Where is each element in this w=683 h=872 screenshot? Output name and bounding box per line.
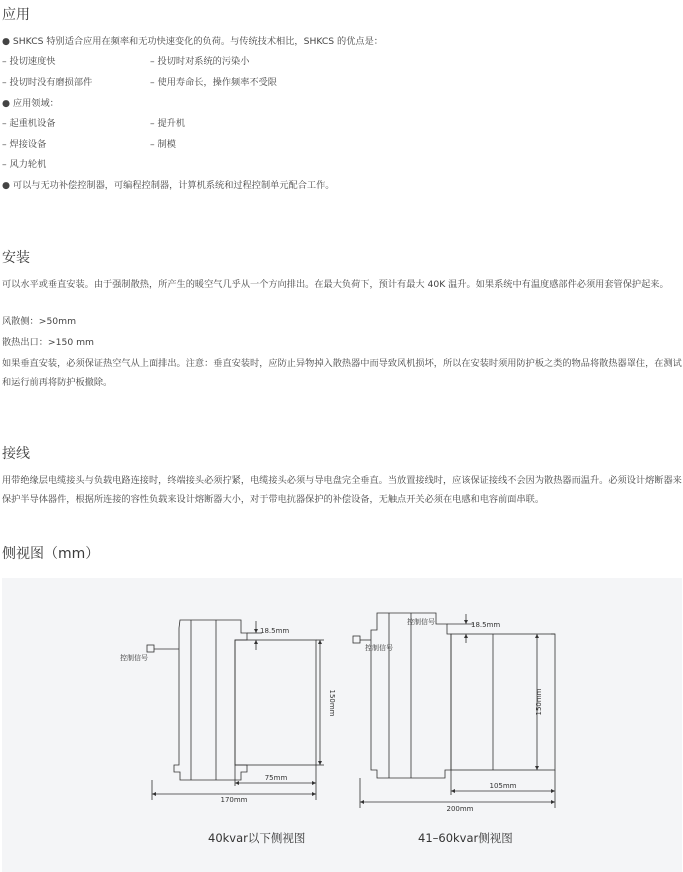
right-dim-bottom-total: 200mm — [446, 805, 474, 813]
right-control-label-left: 控制信号 — [365, 644, 393, 652]
field-item: – 焊接设备 — [2, 139, 47, 150]
right-dim-top: 18.5mm — [471, 621, 501, 629]
left-control-label: 控制信号 — [120, 654, 148, 662]
right-figure-caption: 41–60kvar侧视图 — [418, 831, 513, 845]
section-title-installation: 安装 — [2, 250, 30, 266]
advantage-item: – 使用寿命长，操作频率不受限 — [150, 77, 277, 88]
field-item: – 提升机 — [150, 118, 186, 129]
left-control-connector — [147, 645, 154, 652]
field-item: – 风力轮机 — [2, 159, 47, 170]
left-dim-bottom-total: 170mm — [220, 796, 248, 804]
advantage-item: – 投切时没有磨损部件 — [2, 77, 93, 88]
advantage-item: – 投切时对系统的污染小 — [150, 56, 250, 67]
advantage-item: – 投切速度快 — [2, 56, 56, 67]
section-title-wiring: 接线 — [2, 446, 30, 462]
right-control-connector — [353, 636, 360, 643]
installation-paragraph: 如果垂直安装，必须保证热空气从上面排出。注意：垂直安装时，应防止异物掉入散热器中而导致风机损坏，所以在安装时须用防护板之类的物品将散热器罩住，在测试和运行前再将防护板撤除。 — [2, 358, 682, 388]
left-dim-height: 150mm — [328, 689, 336, 717]
wiring-paragraph: 用带绝缘层电缆接头与负载电路连接时，终端接头必须拧紧，电缆接头必须与导电盘完全垂直。当放置接线时，应该保证接线不会因为散热器而温升。必须设计熔断器来保护半导体器件，根据所连接的容性负载来设计熔断器大小，对于带电抗器保护的补偿设备，无触点开关必须在电感和电容前面串联。 — [2, 475, 682, 505]
left-dim-top: 18.5mm — [260, 627, 290, 635]
left-dim-bottom-inner: 75mm — [264, 774, 288, 782]
section-title-side-view: 侧视图（mm） — [2, 546, 100, 562]
left-figure-caption: 40kvar以下侧视图 — [208, 831, 306, 845]
field-item: – 制模 — [150, 139, 176, 150]
right-dim-bottom-inner: 105mm — [489, 782, 517, 790]
installation-paragraph: 可以水平或垂直安装。由于强制散热，所产生的暖空气几乎从一个方向排出。在最大负荷下，预计有最大 40K 温升。如果系统中有温度感部件必须用套管保护起来。 — [2, 279, 669, 290]
application-note: ● 可以与无功补偿控制器，可编程控制器，计算机系统和过程控制单元配合工作。 — [2, 180, 335, 191]
field-item: – 起重机设备 — [2, 118, 56, 129]
right-dim-height: 150mm — [535, 688, 543, 716]
left-device-outline — [174, 620, 247, 780]
installation-air-side: 风散侧：>50mm — [2, 316, 77, 327]
section-title-application: 应用 — [2, 7, 30, 23]
application-fields-title: ● 应用领域： — [2, 98, 59, 109]
application-intro: ● SHKCS 特别适合应用在频率和无功快速变化的负荷。与传统技术相比，SHKCS 的优点是： — [2, 36, 383, 47]
installation-air-outlet: 散热出口：>150 mm — [2, 337, 94, 348]
right-control-label-top: 控制信号 — [407, 618, 435, 626]
left-heatsink-outline — [235, 640, 316, 765]
